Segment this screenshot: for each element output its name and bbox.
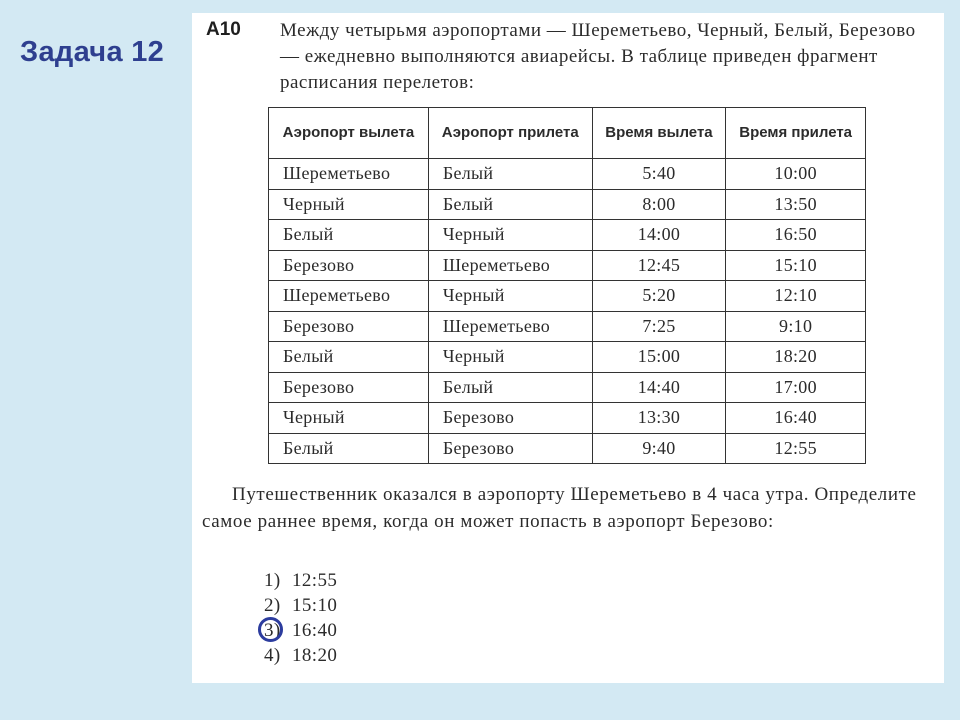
cell-arrival-airport: Черный [428,220,592,251]
task-text: Между четырьмя аэропортами — Шереметьево, Черный, Белый, Березово — ежедневно выполняются авиарейсы. В таблице приведен фрагмент расписания перелетов: [280,20,916,93]
option-value: 18:20 [292,645,338,666]
cell-arrival-time: 18:20 [726,342,866,373]
table-row [269,311,866,342]
cell-departure-time: 9:40 [592,433,726,464]
cell-arrival-time: 13:50 [726,189,866,220]
cell-arrival-time: 9:10 [726,311,866,342]
slide-title: Задача 12 [20,36,165,68]
cell-arrival-airport: Шереметьево [428,250,592,281]
cell-departure-time: 5:20 [592,281,726,312]
cell-departure-time: 8:00 [592,189,726,220]
table-row [269,281,866,312]
answer-option[interactable] [264,568,337,593]
question-body: Путешественник оказался в аэропорту Шереметьево в 4 часа утра. Определите самое раннее время, когда он может попасть в аэропорт Березово: [202,484,917,532]
option-number: 4) [264,645,281,666]
cell-arrival-time: 12:55 [726,433,866,464]
table-row [269,189,866,220]
cell-arrival-time: 16:50 [726,220,866,251]
cell-departure-airport: Белый [269,220,429,251]
cell-departure-time: 13:30 [592,403,726,434]
cell-arrival-airport: Шереметьево [428,311,592,342]
answer-option[interactable] [264,593,337,618]
cell-departure-airport: Березово [269,250,429,281]
header-arrival-airport: Аэропорт прилета [428,108,592,159]
option-value: 12:55 [292,570,338,591]
option-number: 1) [264,570,281,591]
flight-schedule-table [268,107,866,464]
table-row [269,403,866,434]
option-number: 2) [264,595,281,616]
table-row [269,220,866,251]
cell-arrival-airport: Белый [428,189,592,220]
answer-options [264,568,337,668]
cell-arrival-time: 15:10 [726,250,866,281]
answer-option-selected[interactable] [264,618,337,643]
table-row [269,372,866,403]
question-text [202,481,932,535]
cell-arrival-airport: Белый [428,159,592,190]
option-value: 15:10 [292,595,338,616]
cell-arrival-time: 17:00 [726,372,866,403]
cell-departure-airport: Черный [269,189,429,220]
table-row [269,250,866,281]
cell-arrival-time: 16:40 [726,403,866,434]
cell-departure-airport: Шереметьево [269,159,429,190]
cell-departure-time: 5:40 [592,159,726,190]
cell-arrival-airport: Черный [428,342,592,373]
header-arrival-time: Время прилета [726,108,866,159]
cell-arrival-airport: Березово [428,433,592,464]
cell-departure-time: 12:45 [592,250,726,281]
cell-departure-airport: Черный [269,403,429,434]
header-departure-time: Время вылета [592,108,726,159]
table-row [269,433,866,464]
cell-departure-airport: Шереметьево [269,281,429,312]
task-page [192,13,944,683]
cell-arrival-airport: Березово [428,403,592,434]
cell-arrival-time: 12:10 [726,281,866,312]
cell-departure-airport: Березово [269,311,429,342]
cell-departure-time: 14:00 [592,220,726,251]
table-row [269,159,866,190]
cell-departure-airport: Березово [269,372,429,403]
cell-arrival-time: 10:00 [726,159,866,190]
answer-option[interactable] [264,643,337,668]
cell-arrival-airport: Черный [428,281,592,312]
answer-circle-mark [258,617,283,642]
cell-arrival-airport: Белый [428,372,592,403]
option-number: 3) [264,620,281,641]
cell-departure-time: 14:40 [592,372,726,403]
table-header-row [269,108,866,159]
cell-departure-airport: Белый [269,342,429,373]
task-number: А10 [206,19,241,40]
table-row [269,342,866,373]
cell-departure-airport: Белый [269,433,429,464]
cell-departure-time: 7:25 [592,311,726,342]
header-departure-airport: Аэропорт вылета [269,108,429,159]
option-value: 16:40 [292,620,338,641]
cell-departure-time: 15:00 [592,342,726,373]
